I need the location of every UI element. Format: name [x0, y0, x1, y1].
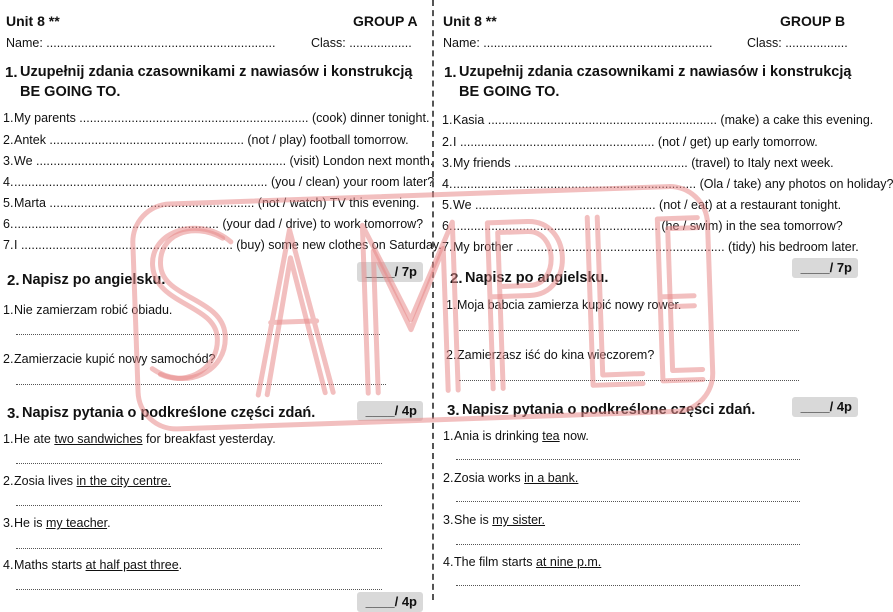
underlined-phrase: my sister.: [492, 513, 546, 527]
answer-line[interactable]: [456, 585, 800, 586]
item-text: He is: [14, 516, 46, 530]
item-text: Kasia .................................................................. (make) a cake this evening.: [453, 113, 874, 127]
exercise-item[interactable]: [3, 175, 434, 189]
class-field[interactable]: Class: ..................: [311, 36, 412, 50]
exercise-item: [443, 471, 578, 485]
item-text: My parents .................................................................. (cook) dinner tonight.: [14, 111, 430, 125]
item-number: 4.: [3, 175, 14, 189]
item-text: We ........................................................................ (visit) London next month.: [14, 154, 434, 168]
item-number: 7.: [442, 240, 453, 254]
item-text: ......................................................................... (you / clean) your room later?: [14, 175, 435, 189]
item-text: I ........................................................ (not / get) up early tomorrow.: [453, 135, 818, 149]
section-1-title: Uzupełnij zdania czasownikami z nawiasów i konstrukcją: [20, 64, 413, 80]
group-label: GROUP A: [353, 13, 418, 29]
item-number: 1.: [3, 303, 14, 317]
section-3-number: 3.: [447, 402, 460, 419]
exercise-item: [3, 352, 215, 366]
item-number: 5.: [442, 198, 453, 212]
exercise-item[interactable]: [442, 219, 843, 233]
item-text: for breakfast yesterday.: [142, 432, 276, 446]
item-text: Moja babcia zamierza kupić nowy rower.: [457, 298, 682, 312]
item-text: .: [107, 516, 111, 530]
section-3-title: Napisz pytania o podkreślone części zdań.: [22, 405, 316, 421]
item-text: Zamierzacie kupić nowy samochód?: [14, 352, 216, 366]
item-number: 3.: [3, 154, 14, 168]
exercise-item: [3, 303, 172, 317]
underlined-phrase: at half past three: [85, 558, 179, 572]
item-number: 4.: [442, 177, 453, 191]
unit-title: Unit 8 **: [443, 13, 497, 29]
section-2-number: 2.: [7, 272, 20, 289]
underlined-phrase: in the city centre.: [76, 474, 172, 488]
item-number: 7.: [3, 238, 14, 252]
exercise-item: [446, 298, 681, 312]
item-text: Zamierzasz iść do kina wieczorem?: [457, 348, 655, 362]
item-number: 2.: [3, 474, 14, 488]
item-text: Marta ........................................................... (not / watch) TV this evening.: [14, 196, 420, 210]
item-text: I ............................................................. (buy) some new clothes on Saturday.: [14, 238, 442, 252]
item-number: 1.: [446, 298, 457, 312]
section-2-title: Napisz po angielsku.: [22, 272, 166, 288]
answer-line[interactable]: [456, 459, 800, 460]
item-text: Antek ........................................................ (not / play) football tomorrow.: [14, 133, 409, 147]
item-number: 3.: [3, 516, 14, 530]
item-text: He ate: [14, 432, 55, 446]
group-b-column: [437, 0, 893, 600]
item-number: 5.: [3, 196, 14, 210]
points-box: ____/ 7p: [357, 262, 423, 282]
item-text: She is: [454, 513, 493, 527]
item-number: 6.: [3, 217, 14, 231]
item-text: The film starts: [454, 555, 536, 569]
exercise-item: [443, 429, 589, 443]
answer-line[interactable]: [16, 548, 382, 549]
underlined-phrase: in a bank.: [524, 471, 579, 485]
exercise-item[interactable]: [3, 154, 433, 168]
item-text: ........................................................... (your dad / drive) to work tomorrow?: [14, 217, 424, 231]
section-3-title: Napisz pytania o podkreślone części zdań.: [462, 402, 756, 418]
underlined-phrase: two sandwiches: [54, 432, 143, 446]
answer-line[interactable]: [16, 384, 386, 385]
section-1-title-line2: BE GOING TO.: [459, 84, 560, 100]
item-text: ...................................................................... (Ola / take) any photos on holiday?: [453, 177, 893, 191]
item-text: Maths starts: [14, 558, 86, 572]
exercise-item[interactable]: [442, 156, 834, 170]
section-1-number: 1.: [5, 64, 18, 81]
group-label: GROUP B: [780, 13, 846, 29]
exercise-item[interactable]: [3, 238, 442, 252]
item-text: .: [178, 558, 183, 572]
item-number: 4.: [443, 555, 454, 569]
exercise-item: [443, 555, 601, 569]
exercise-item: [446, 348, 654, 362]
exercise-item: [3, 516, 111, 530]
section-2-number: 2.: [450, 270, 463, 287]
item-number: 1.: [3, 432, 14, 446]
exercise-item: [3, 432, 276, 446]
section-1-title: Uzupełnij zdania czasownikami z nawiasów i konstrukcją: [459, 64, 852, 80]
underlined-phrase: tea: [542, 429, 560, 443]
name-field[interactable]: Name: ..................................................................: [443, 36, 713, 50]
answer-line[interactable]: [16, 505, 382, 506]
underlined-phrase: at nine p.m.: [535, 555, 602, 569]
exercise-item[interactable]: [442, 135, 818, 149]
item-number: 2.: [442, 135, 453, 149]
group-a-column: [0, 0, 442, 609]
item-number: 4.: [3, 558, 14, 572]
points-box: ____/ 7p: [792, 258, 858, 278]
section-1-number: 1.: [444, 64, 457, 81]
item-number: 3.: [442, 156, 453, 170]
points-box: ____/ 4p: [792, 397, 858, 417]
item-number: 3.: [443, 513, 454, 527]
class-field[interactable]: Class: ..................: [747, 36, 848, 50]
exercise-item[interactable]: [3, 217, 423, 231]
item-text: My brother ............................................................ (tidy) his bedroom later.: [453, 240, 859, 254]
answer-line[interactable]: [16, 334, 380, 335]
answer-line[interactable]: [456, 544, 800, 545]
item-number: 1.: [3, 111, 14, 125]
item-text: We .................................................... (not / eat) at a restaurant tonight.: [453, 198, 842, 212]
item-number: 2.: [3, 352, 14, 366]
points-box: ____/ 4p: [357, 592, 423, 612]
exercise-item[interactable]: [3, 133, 409, 147]
exercise-item: [443, 513, 545, 527]
exercise-item[interactable]: [442, 113, 873, 127]
exercise-item[interactable]: [442, 177, 893, 191]
item-number: 2.: [443, 471, 454, 485]
item-number: 1.: [443, 429, 454, 443]
item-text: Zosia lives: [14, 474, 77, 488]
points-box: ____/ 4p: [357, 401, 423, 421]
item-text: Nie zamierzam robić obiadu.: [14, 303, 173, 317]
item-text: now.: [559, 429, 589, 443]
item-text: My friends .................................................. (travel) to Italy next week.: [453, 156, 834, 170]
answer-line[interactable]: [459, 330, 799, 331]
answer-line[interactable]: [16, 463, 382, 464]
exercise-item[interactable]: [3, 196, 419, 210]
item-number: 2.: [3, 133, 14, 147]
unit-title: Unit 8 **: [6, 13, 60, 29]
exercise-item: [3, 474, 171, 488]
exercise-item[interactable]: [442, 198, 841, 212]
answer-line[interactable]: [459, 380, 799, 381]
exercise-item[interactable]: [3, 111, 429, 125]
item-number: 2.: [446, 348, 457, 362]
item-number: 1.: [442, 113, 453, 127]
item-text: Zosia works: [454, 471, 525, 485]
item-text: ........................................................... (he / swim) in the sea tomorrow?: [453, 219, 843, 233]
section-1-title-line2: BE GOING TO.: [20, 84, 121, 100]
exercise-item: [3, 558, 182, 572]
section-2-title: Napisz po angielsku.: [465, 270, 609, 286]
cut-line-divider: [432, 0, 434, 600]
item-number: 6.: [442, 219, 453, 233]
underlined-phrase: my teacher: [45, 516, 108, 530]
exercise-item[interactable]: [442, 240, 859, 254]
name-field[interactable]: Name: ..................................................................: [6, 36, 276, 50]
answer-line[interactable]: [16, 589, 382, 590]
section-3-number: 3.: [7, 405, 20, 422]
item-text: Ania is drinking: [454, 429, 543, 443]
answer-line[interactable]: [456, 501, 800, 502]
